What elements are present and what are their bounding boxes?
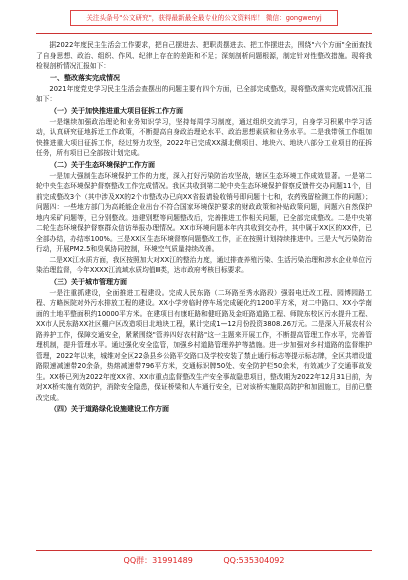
top-divider <box>36 33 372 34</box>
body-paragraph: 一是注重抓建设，全面推进工程建设。完成人民东路（二环路至秀水路段）强弱电迁改工程、园博园路工程、方略医院对外污水排放工程的建设。XX小学旁临时停车场完成硬化约1200平方米，对二中路口、XX小学南面的土地平整面积约10000平方米。在建项目有康旺路和健旺路及金旺路道路工程、师院东校区污水提升工程、XX市人民东路XX社区棚户区改造项目北地块工程，累计完成1—12月份投资3808.26万元。二是深入开展农村公路养护工作，保障交通安全，紧紧围绕"管养四好农村路"这一主题来开展工作，不断提高管理工作水平，完善管理机制，提升管理水平。通过强化安全监管，加强乡村道路管理养护等措施。进一步加强对乡村道路的监督维护管理，2022年以来，城维对全区22条县乡公路平交路口及学校安装了禁止通行标志等提示标志牌，全区共增设道路限速减速带20余条，热熔减速带796平方米，交通标识牌50处、安全防护栏50余米，有效减少了交通事故发生。XX桥已列为2022年度XX省、XX市重点监督整改生产安全事故隐患项目，整改期为2022年12月31日前，为对XX桥实施有效防护，消除安全隐患，保证桥梁和人车通行安全，已对该桥实施限高防护和加固施工，目前已整改完成。 <box>36 288 372 402</box>
footer-qq-group: QQ群：31991489 <box>123 556 193 565</box>
promo-banner: 关注头条号"公文研究"，获得最新最全最专业的公文资料库！ 微信：gongwenyj <box>70 10 338 26</box>
document-body <box>36 40 372 415</box>
body-paragraph: 2021年度党史学习民主生活会查摆出的问题主要有四个方面，已全部完成整改，现将整改落实完成情况汇报如下： <box>36 84 372 103</box>
section-heading: 一、整改落实完成情况 <box>50 73 120 82</box>
section-heading: （四）关于道路绿化设施建设工作方面 <box>50 405 169 413</box>
body-paragraph: 据2022年度民主生活会工作要求，把自己摆进去、把职责摆进去、把工作摆进去，围绕"六个方面"全面查找了自身思想、政治、组织、作风、纪律上存在的差距和不足；深刻剖析问题根源，制定针对性整改措施。现将我检视剖析情况汇报如下： <box>36 41 372 70</box>
body-paragraph: 一是继续加强政治理论和业务知识学习，坚持每周学习制度，通过组织交流学习，自身学习积累中学习活动，认真研究征地拆迁工作政策，不断提高自身政治理论水平、政治思想素质和业务水平。二是我带领工作组加快推进重大项目征拆工作，经过努力攻坚，2022年已完成XX湖北侧项目、地块六、地块八部分工业项目的征拆任务，所有项目已全部按计划完成。 <box>36 117 372 157</box>
section-heading: （二）关于生态环境保护工作方面 <box>50 160 155 169</box>
body-paragraph: 一是加大强制生态环境保护工作的力度，深入打好污染防治攻坚战，辖区生态环境工作成效显著。一是第二轮中央生态环境保护督察整改工作完成情况。我区共收到第二轮中央生态环境保护督察反馈件交办问题11个，目前完成整改3个（其中涉及XX的2个市整改办已向XX省报请验收销号即问题十七和，农药残留检测工作的问题）；问题四：一些地方部门为高耗能企业出台不符合国家环境保护要求的财政政策和补贴政策问题，问题六自然保护地内采矿问题等，已分别整改。违建别墅等问题整改后，完善推进工作相关问题，已全部完成整改。二是中央第二轮生态环境保护督察群众信访举报办理情况。XX市环境问题本年内共收到交办件，其中属于XX区的XX件，已全部办结，办结率100%。三是XX区生态环境督察问题整改工作，正在按照计划持续推进中。三是大气污染防治行动，开展PM2.5和臭氧协同控制，环境空气质量持续改善。 <box>36 171 372 253</box>
section-heading: （三）关于城市管理方面 <box>50 277 127 286</box>
bottom-divider <box>36 550 372 551</box>
body-paragraph: 二是XX江水质方面，我区按照加大对XX江的整治力度，通过排查养殖污染、生活污染治理和涉水企业单位污染治理监督，今年XXXX江流域水质均值Ⅲ类，达市政府考核目标要求。 <box>36 255 372 274</box>
footer-qq: QQ:535304092 <box>223 556 285 565</box>
footer <box>0 554 408 568</box>
section-heading: （一）关于加快推进重大项目征拆工作方面 <box>50 106 183 115</box>
